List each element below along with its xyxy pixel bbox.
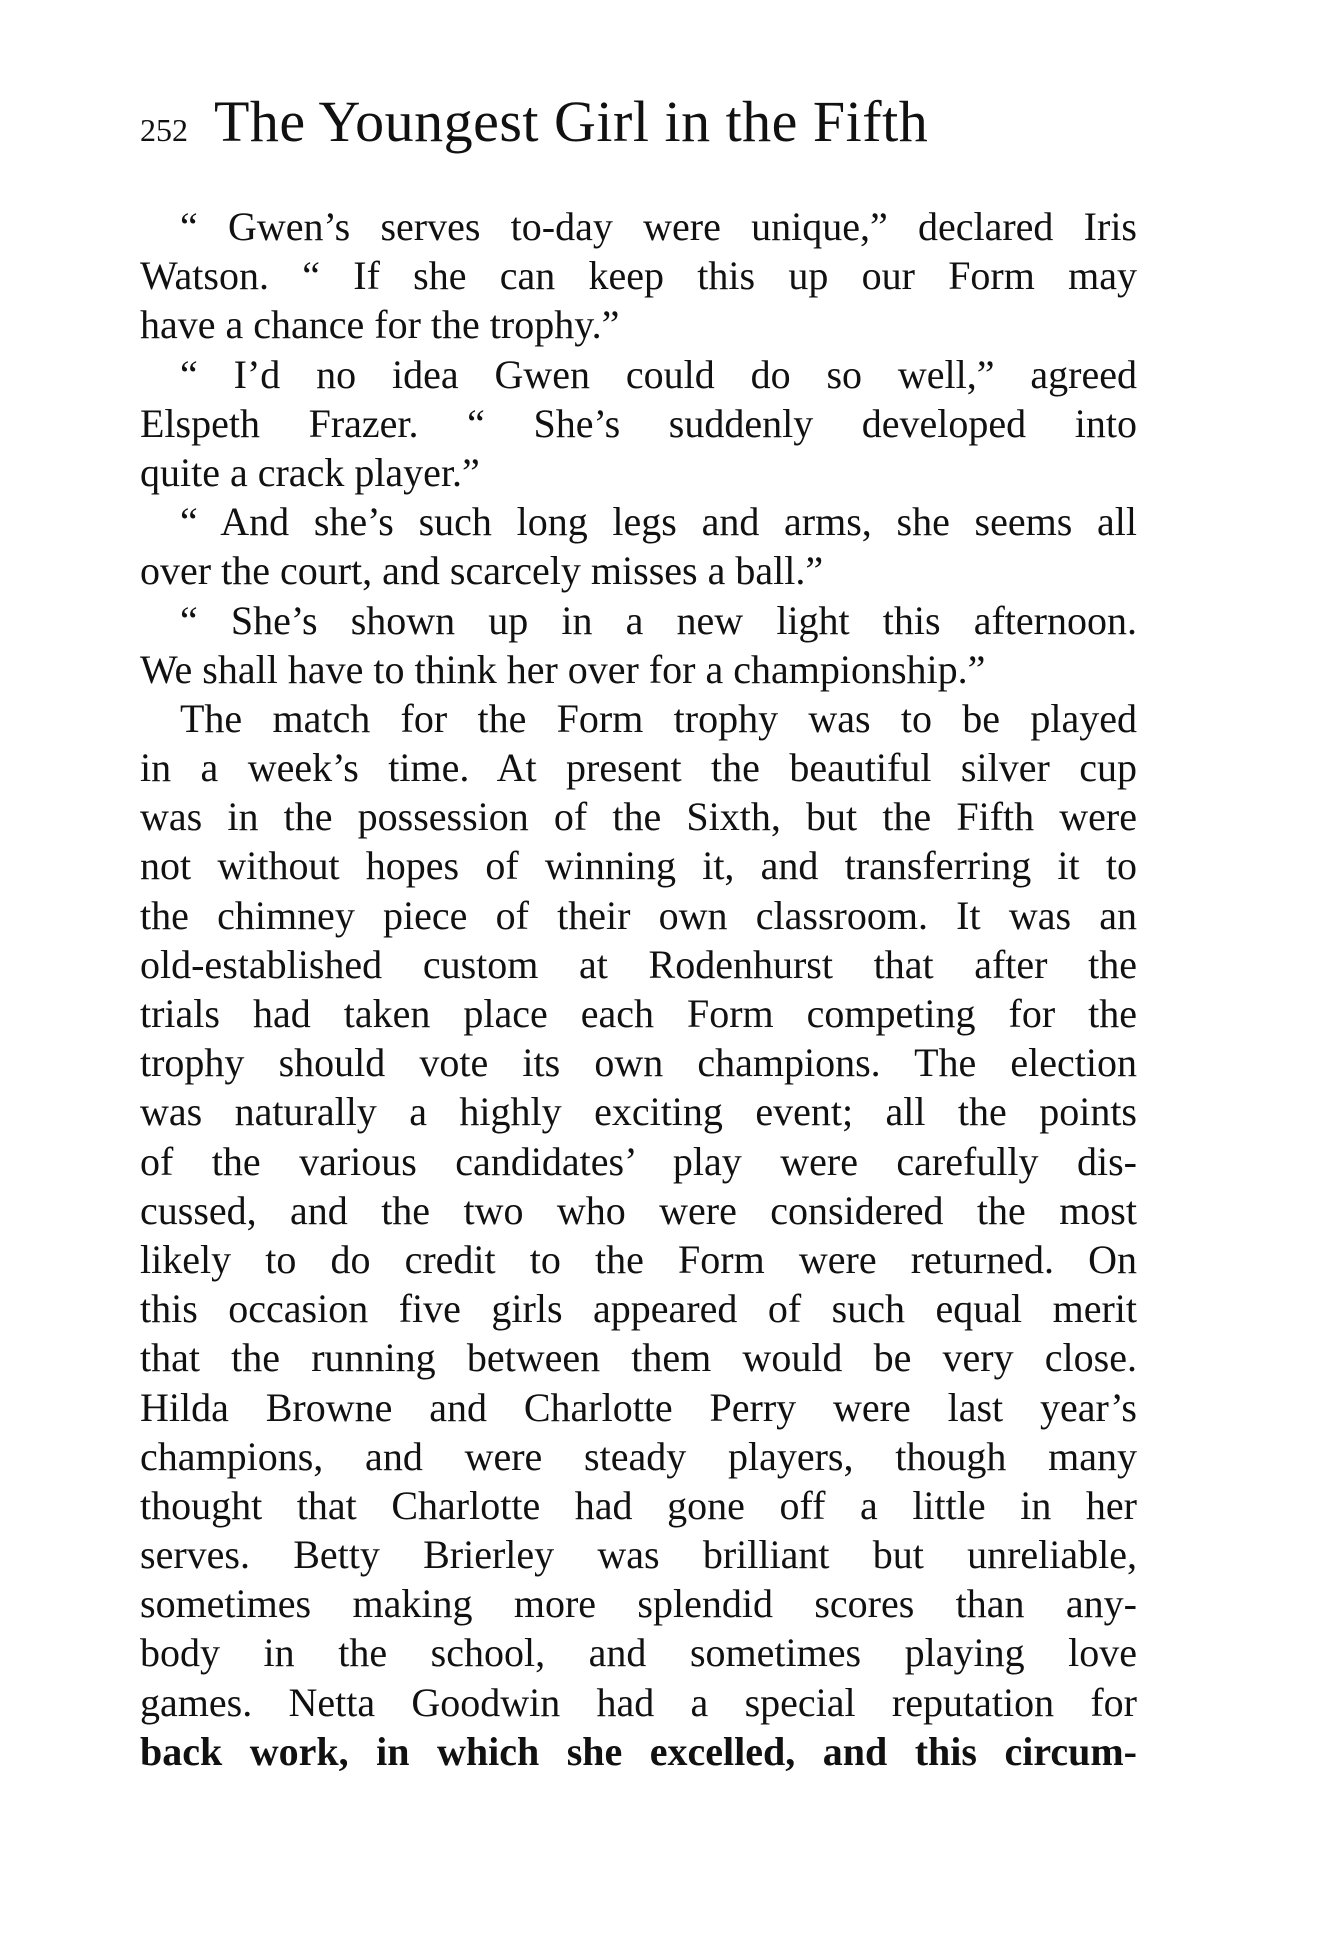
paragraph xyxy=(140,350,1137,498)
text-line: was in the possession of the Sixth, but the Fifth were xyxy=(140,794,1137,840)
text-line: in a week’s time. At present the beautiful silver cup xyxy=(140,745,1137,791)
text-line: old-established custom at Rodenhurst that after the xyxy=(140,941,1137,987)
text-line: quite a crack player.” xyxy=(140,449,480,495)
text-line: have a chance for the trophy.” xyxy=(140,302,620,348)
text-line: over the court, and scarcely misses a ball.” xyxy=(140,548,824,594)
text-line: cussed, and the two who were considered the most xyxy=(140,1187,1137,1233)
text-line: the chimney piece of their own classroom. It was an xyxy=(140,892,1137,938)
text-line: this occasion five girls appeared of such equal merit xyxy=(140,1286,1137,1332)
body-text xyxy=(140,202,1137,1776)
text-line: games. Netta Goodwin had a special reputation for xyxy=(140,1679,1137,1725)
text-line: “ I’d no idea Gwen could do so well,” agreed xyxy=(180,351,1137,397)
text-line: that the running between them would be very close. xyxy=(140,1335,1137,1381)
text-line: Hilda Browne and Charlotte Perry were last year’s xyxy=(140,1384,1137,1430)
text-line: serves. Betty Brierley was brilliant but unreliable, xyxy=(140,1532,1137,1578)
text-line: The match for the Form trophy was to be played xyxy=(180,695,1137,741)
text-line: not without hopes of winning it, and transferring it to xyxy=(140,843,1137,889)
text-line: “ And she’s such long legs and arms, she seems all xyxy=(180,499,1137,545)
text-line: was naturally a highly exciting event; all the points xyxy=(140,1089,1137,1135)
text-line: We shall have to think her over for a championship.” xyxy=(140,646,986,692)
page-header xyxy=(140,88,1140,178)
text-line: thought that Charlotte had gone off a little in her xyxy=(140,1482,1137,1528)
text-line: “ Gwen’s serves to-day were unique,” declared Iris xyxy=(180,204,1137,249)
page-number: 252 xyxy=(140,112,188,148)
text-line: trials had taken place each Form competing for the xyxy=(140,991,1137,1036)
text-line: champions, and were steady players, though many xyxy=(140,1433,1137,1479)
paragraph xyxy=(140,694,1137,1776)
text-line: sometimes making more splendid scores than any- xyxy=(140,1581,1137,1627)
text-line: trophy should vote its own champions. The election xyxy=(140,1040,1137,1086)
text-line: back work, in which she excelled, and this circum- xyxy=(140,1728,1137,1774)
text-line: Watson. “ If she can keep this up our Form may xyxy=(140,253,1137,299)
text-line: Elspeth Frazer. “ She’s suddenly developed into xyxy=(140,400,1137,446)
paragraph xyxy=(140,497,1137,595)
text-line: of the various candidates’ play were carefully dis- xyxy=(140,1138,1137,1184)
text-line: “ She’s shown up in a new light this afternoon. xyxy=(180,597,1137,643)
text-line: likely to do credit to the Form were returned. On xyxy=(140,1236,1137,1282)
paragraph xyxy=(140,202,1137,350)
text-line: body in the school, and sometimes playing love xyxy=(140,1630,1137,1676)
running-title: The Youngest Girl in the Fifth xyxy=(214,89,929,154)
paragraph xyxy=(140,596,1137,694)
